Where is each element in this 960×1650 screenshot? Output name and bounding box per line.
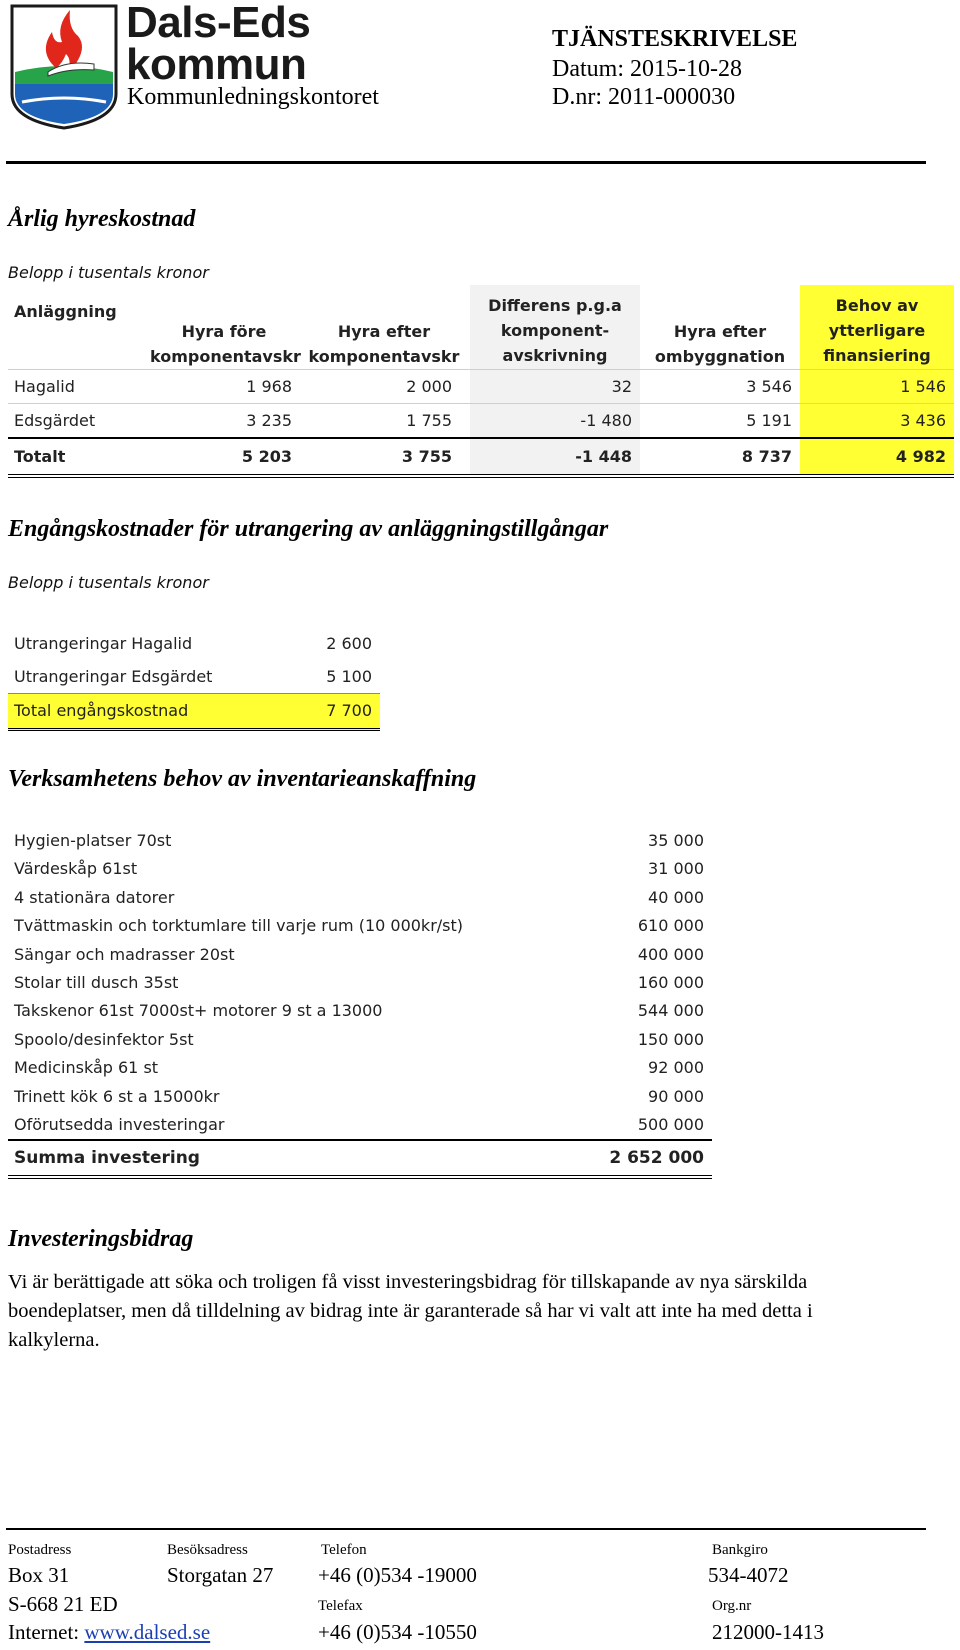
header-divider <box>6 161 926 164</box>
row-name: Spoolo/desinfektor 5st <box>14 1029 194 1049</box>
footer-fax: +46 (0)534 -10550 <box>318 1620 477 1644</box>
footer-label-fax: Telefax <box>318 1598 363 1614</box>
footer-label-phone: Telefon <box>321 1542 367 1558</box>
table-row <box>8 660 380 693</box>
table-total-row <box>8 1139 712 1179</box>
section-title-investment-grant: Investeringsbidrag <box>8 1226 194 1252</box>
row-name: Edsgärdet <box>14 411 96 430</box>
row-value: 31 000 <box>648 859 704 879</box>
footer-postcode: S-668 21 ED <box>8 1592 118 1616</box>
row-value: 2 652 000 <box>609 1148 704 1169</box>
row-name: Utrangeringar Edsgärdet <box>14 667 213 686</box>
row-name: Utrangeringar Hagalid <box>14 634 193 653</box>
footer-label-visiting-address: Besöksadress <box>167 1542 248 1558</box>
row-value: 160 000 <box>637 972 704 992</box>
section-title-equipment-needs: Verksamhetens behov av inventarieanskaffning <box>8 766 477 792</box>
cell-value: 2 000 <box>406 377 452 396</box>
table-row <box>8 941 712 969</box>
row-name: Medicinskåp 61 st <box>14 1058 159 1078</box>
annual-rent-table <box>8 285 954 478</box>
table-row <box>8 912 712 940</box>
row-name: 4 stationära datorer <box>14 887 175 907</box>
row-value: 5 100 <box>326 667 372 686</box>
column-header: Hyra efter komponentavskr <box>308 322 460 366</box>
footer-box: Box 31 <box>8 1563 70 1587</box>
row-value: 2 600 <box>326 634 372 653</box>
footer-orgnr: 212000-1413 <box>712 1620 824 1644</box>
row-value: 90 000 <box>648 1086 704 1106</box>
cell-value: 5 203 <box>241 447 292 466</box>
column-header: Hyra efter ombyggnation <box>654 322 786 366</box>
table-row <box>8 1054 712 1082</box>
row-name: Summa investering <box>14 1148 200 1169</box>
table-total-row <box>8 437 954 478</box>
table-row <box>8 1026 712 1054</box>
cell-value: 3 436 <box>800 404 954 437</box>
row-name: Sängar och madrasser 20st <box>14 944 235 964</box>
footer-label-internet: Internet: <box>8 1620 80 1644</box>
row-name: Värdeskåp 61st <box>14 859 138 879</box>
brand-name-line1: Dals-Eds <box>126 0 311 47</box>
table-row <box>8 997 712 1025</box>
table-header-row <box>8 285 954 369</box>
footer-phone: +46 (0)534 -19000 <box>318 1563 477 1587</box>
table-total-row <box>8 693 380 731</box>
table-row <box>8 884 712 912</box>
row-value: 35 000 <box>648 831 704 850</box>
row-value: 7 700 <box>326 701 372 720</box>
table-row <box>8 855 712 883</box>
row-name: Hagalid <box>14 377 75 396</box>
row-value: 92 000 <box>648 1058 704 1078</box>
cell-value: 32 <box>470 370 640 403</box>
document-type: TJÄNSTESKRIVELSE <box>552 26 798 52</box>
section-subtitle-units: Belopp i tusentals kronor <box>8 573 209 592</box>
cell-value: 3 546 <box>746 377 792 396</box>
cell-value: 4 982 <box>800 439 954 474</box>
document-number: D.nr: 2011-000030 <box>552 84 736 110</box>
equipment-table <box>8 827 712 1179</box>
row-value: 610 000 <box>637 916 704 936</box>
cell-value: -1 480 <box>470 404 640 437</box>
column-header: Hyra före komponentavskr <box>150 322 301 366</box>
table-row <box>8 1083 712 1111</box>
column-header: Anläggning <box>14 302 117 321</box>
row-value: 40 000 <box>648 887 704 907</box>
cell-value: 8 737 <box>741 447 792 466</box>
row-value: 400 000 <box>637 944 704 964</box>
row-name: Takskenor 61st 7000st+ motorer 9 st a 13000 <box>14 1001 383 1021</box>
table-row <box>8 627 380 660</box>
cell-value: 3 755 <box>401 447 452 466</box>
brand-name-line2: kommun <box>126 40 307 89</box>
cell-value: 3 235 <box>246 411 292 430</box>
table-row <box>8 403 954 437</box>
row-name: Hygien-platser 70st <box>14 831 172 850</box>
section-subtitle-units: Belopp i tusentals kronor <box>8 263 209 282</box>
investment-grant-paragraph: Vi är berättigade att söka och troligen få visst investeringsbidrag för tillskapande av nya särskilda boendeplatser, men då tilldelning av bidrag inte är garanterade så har vi valt att inte ha med detta i kalkylerna. <box>8 1271 813 1351</box>
table-row <box>8 827 712 855</box>
cell-value: -1 448 <box>470 439 640 474</box>
row-value: 500 000 <box>637 1114 704 1134</box>
footer-street: Storgatan 27 <box>167 1563 274 1587</box>
section-title-one-time-costs: Engångskostnader för utrangering av anläggningstillgångar <box>8 516 609 542</box>
one-time-costs-table <box>8 627 380 731</box>
footer-label-orgnr: Org.nr <box>712 1598 752 1614</box>
row-name: Stolar till dusch 35st <box>14 972 179 992</box>
footer-internet <box>8 1620 210 1645</box>
column-header: Behov av ytterligare finansiering <box>800 285 954 369</box>
cell-value: 1 755 <box>406 411 452 430</box>
row-name: Tvättmaskin och torktumlare till varje rum (10 000kr/st) <box>14 916 464 936</box>
row-value: 544 000 <box>637 1001 704 1021</box>
table-row <box>8 969 712 997</box>
municipality-coat-of-arms-logo <box>8 2 120 130</box>
cell-value: 1 546 <box>800 370 954 403</box>
footer-bankgiro: 534-4072 <box>708 1563 789 1587</box>
table-row <box>8 1111 712 1139</box>
footer-label-postal-address: Postadress <box>8 1542 72 1558</box>
footer-divider <box>6 1528 926 1530</box>
column-header: Differens p.g.a komponent- avskrivning <box>470 285 640 369</box>
row-name: Oförutsedda investeringar <box>14 1114 225 1134</box>
row-name: Trinett kök 6 st a 15000kr <box>14 1086 220 1106</box>
row-name: Totalt <box>14 447 66 466</box>
footer-label-bankgiro: Bankgiro <box>712 1542 768 1558</box>
website-link[interactable]: www.dalsed.se <box>84 1620 211 1644</box>
cell-value: 1 968 <box>246 377 292 396</box>
department-name: Kommunledningskontoret <box>127 84 379 110</box>
cell-value: 5 191 <box>746 411 792 430</box>
section-title-annual-rent: Årlig hyreskostnad <box>8 206 196 232</box>
document-date: Datum: 2015-10-28 <box>552 56 742 82</box>
row-name: Total engångskostnad <box>14 701 189 720</box>
table-row <box>8 369 954 403</box>
row-value: 150 000 <box>637 1029 704 1049</box>
